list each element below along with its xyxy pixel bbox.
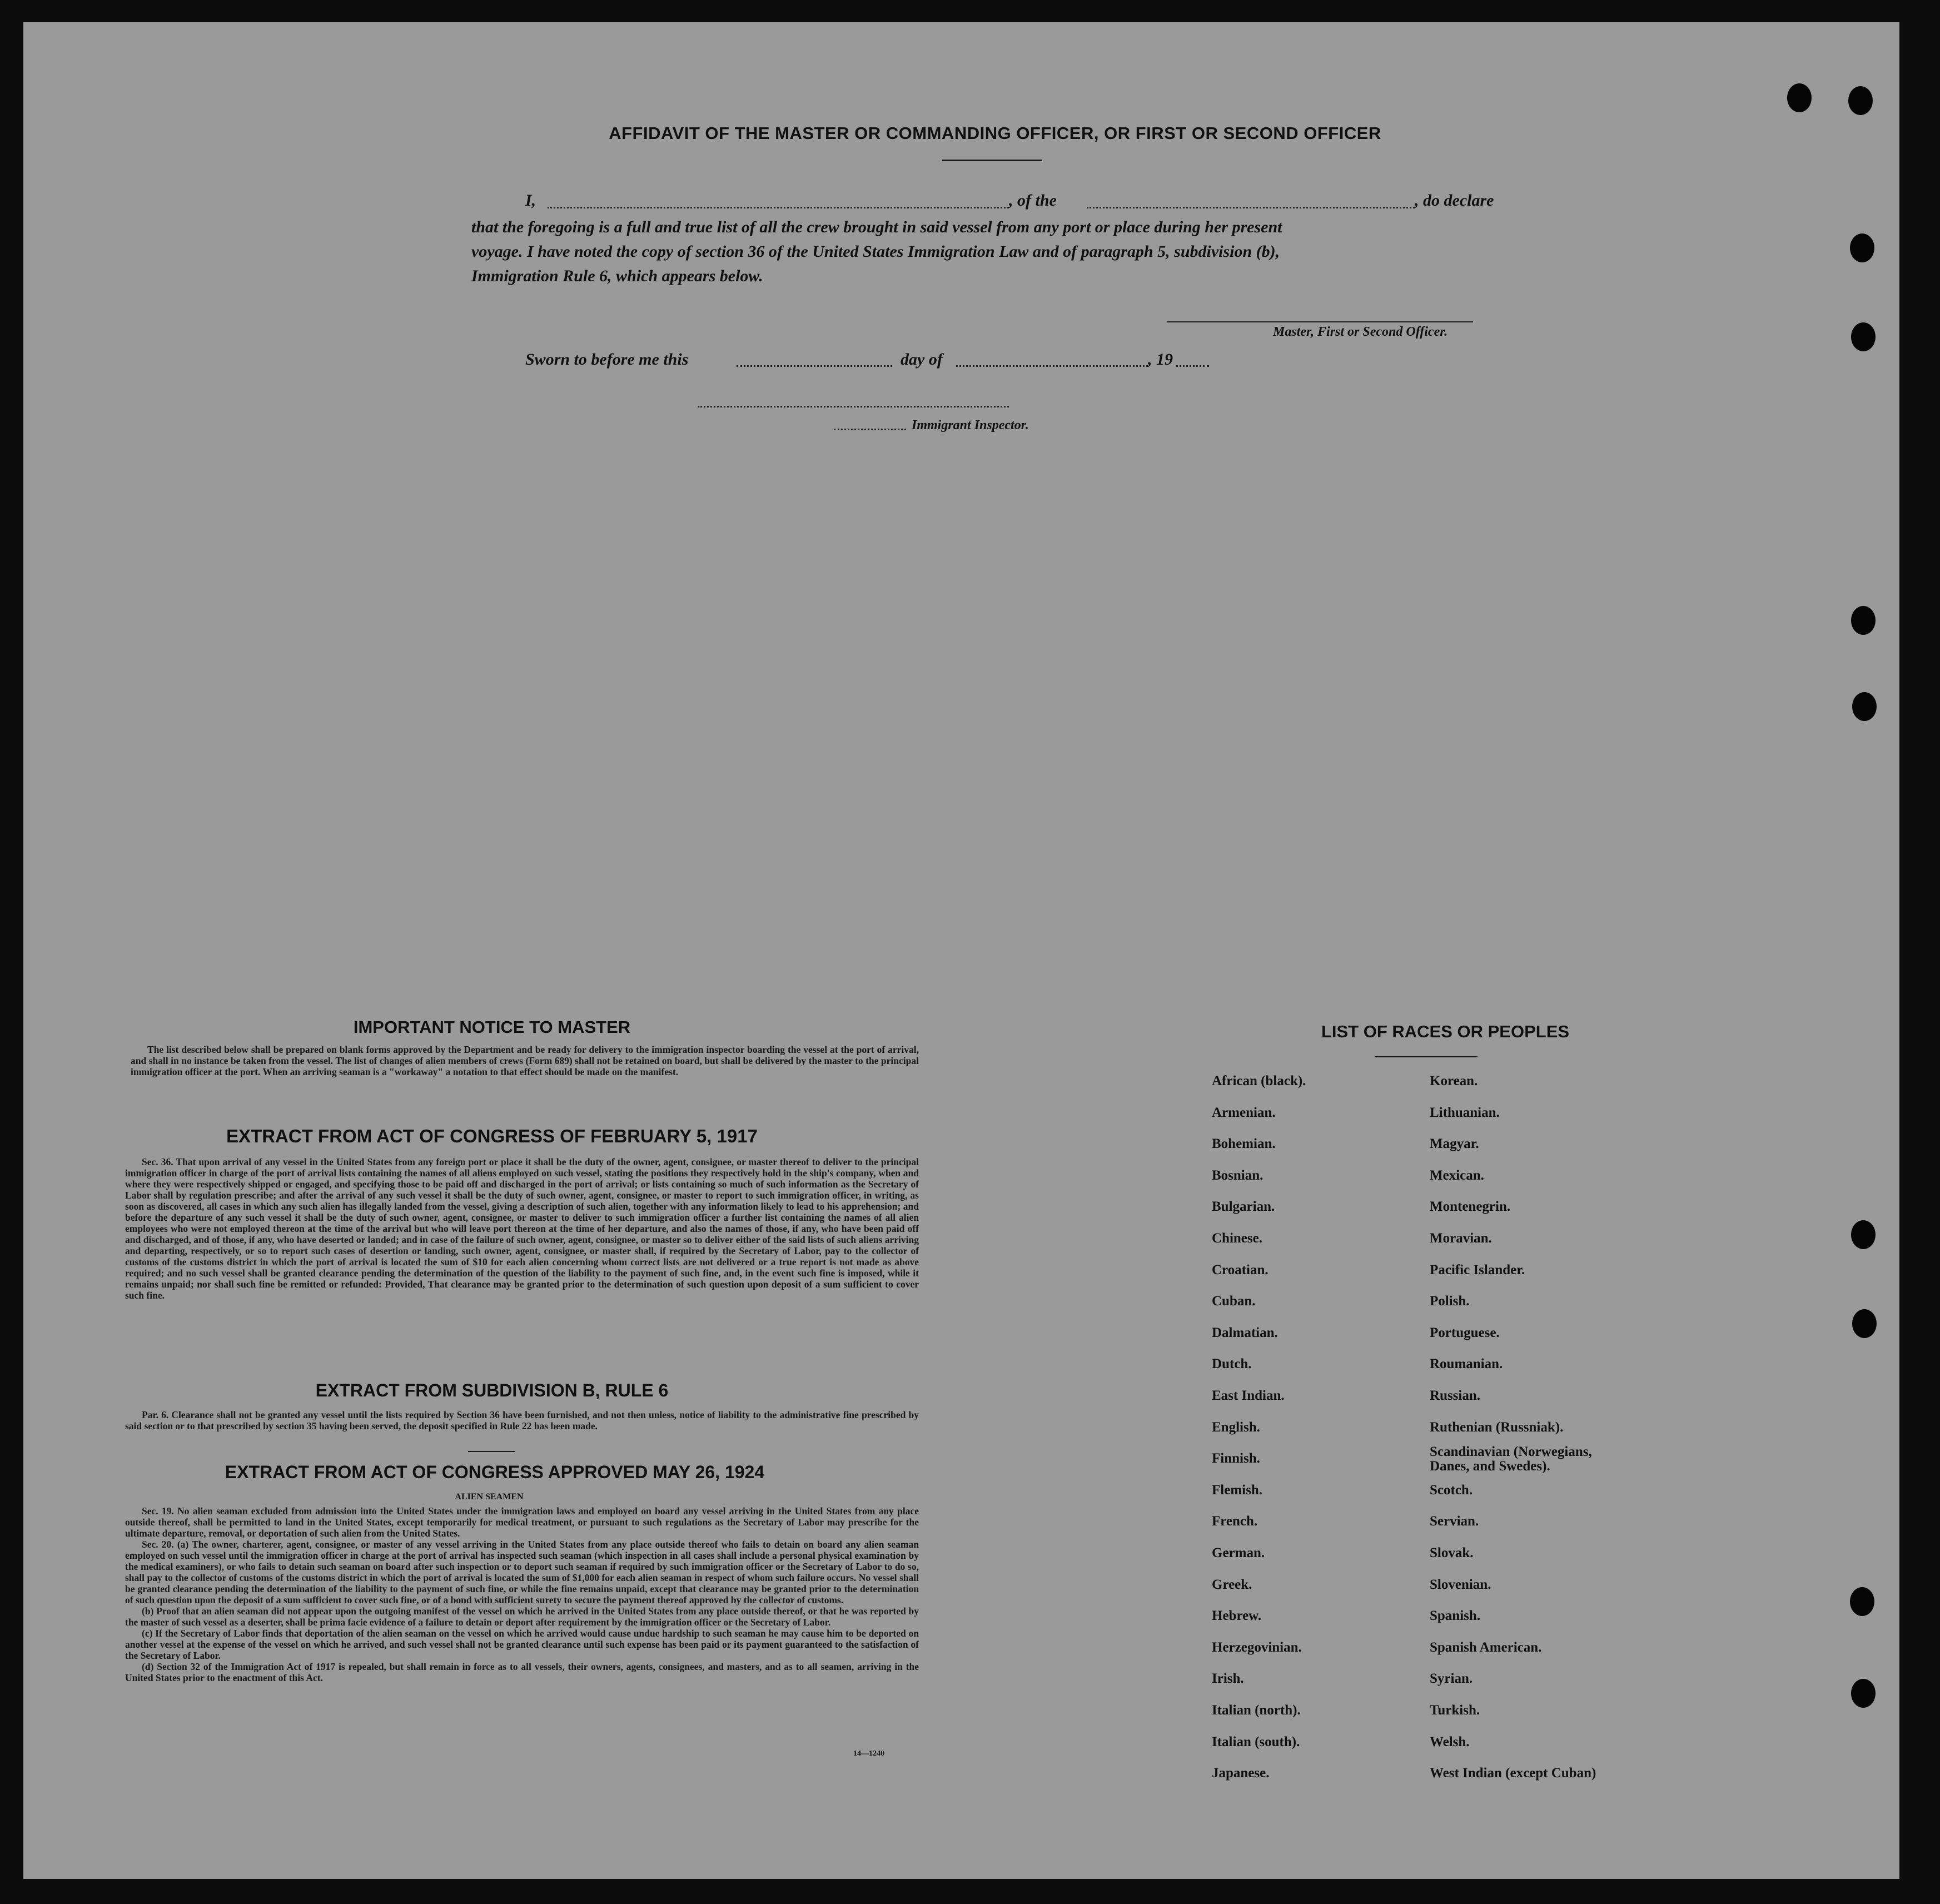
title-underline bbox=[942, 160, 1042, 161]
affidavit-title: AFFIDAVIT OF THE MASTER OR COMMANDING OFFICER, OR FIRST OR SECOND OFFICER bbox=[609, 123, 1381, 143]
affidavit-line-2: that the foregoing is a full and true list of all the crew brought in said vessel from any port or place during her present bbox=[471, 218, 1282, 236]
affidavit-line-3: voyage. I have noted the copy of section 36 of the United States Immigration Law and of paragraph 5, subdivision (b), bbox=[471, 242, 1280, 261]
master-signature-label: Master, First or Second Officer. bbox=[1273, 325, 1448, 339]
race-item: Dutch. bbox=[1212, 1356, 1252, 1372]
sec-20d-paragraph: (d) Section 32 of the Immigration Act of 1917 is repealed, but shall remain in force as to all vessels, their owners, agents, consignees, and masters, and as to all seamen, arriving in the United States prior to the enactment of this Act. bbox=[125, 1661, 919, 1683]
sec-20b-paragraph: (b) Proof that an alien seaman did not appear upon the outgoing manifest of the vessel on which he arrived in the United States from any place outside thereof, or that he was reported by the master of such vessel as a deserter, shall be prima facie evidence of a failure to detain or deport after requirement by the immigration officer or the Secretary of Labor. bbox=[125, 1605, 919, 1628]
race-item: Dalmatian. bbox=[1212, 1325, 1278, 1340]
race-item: Slovenian. bbox=[1430, 1577, 1491, 1592]
race-item: Korean. bbox=[1430, 1073, 1478, 1088]
notice-paragraph: The list described below shall be prepared on blank forms approved by the Department and be ready for delivery to the immigration inspector boarding the vessel at the port of arrival, and shall in no instance be taken from the vessel. The list of changes of alien members of crews (Form 689) shall not be retained on board, but shall be delivered by the master to the principal immigration officer at the port. When an arriving seaman is a "workaway" a notation to that effect should be made on the manifest. bbox=[131, 1044, 919, 1077]
race-item: Magyar. bbox=[1430, 1136, 1479, 1152]
race-item: Italian (north). bbox=[1212, 1703, 1301, 1718]
extract-rule6-title: EXTRACT FROM SUBDIVISION B, RULE 6 bbox=[315, 1380, 669, 1400]
race-item: Syrian. bbox=[1430, 1671, 1473, 1687]
extract-1917-title: EXTRACT FROM ACT OF CONGRESS OF FEBRUARY 5, 1917 bbox=[226, 1126, 758, 1146]
affidavit-i: I, bbox=[525, 191, 536, 210]
race-item: East Indian. bbox=[1212, 1388, 1285, 1403]
race-item: Lithuanian. bbox=[1430, 1105, 1500, 1120]
race-item: Italian (south). bbox=[1212, 1734, 1300, 1749]
signature-line[interactable] bbox=[1167, 321, 1473, 322]
form-number: 14—1240 bbox=[853, 1749, 884, 1758]
race-item: Bohemian. bbox=[1212, 1136, 1276, 1152]
sec-19-paragraph: Sec. 19. No alien seaman excluded from admission into the United States under the immigration laws and employed on board any vessel arriving in the United States from any place outside thereof, shall be permitted to land in the United States, except temporarily for medical treatment, or pursuant to such regulations as the Secretary of Labor may prescribe for the ultimate departure, removal, or deportation of such alien from the United States. bbox=[125, 1505, 919, 1539]
races-title-underline bbox=[1375, 1056, 1478, 1057]
race-item: Bosnian. bbox=[1212, 1167, 1264, 1183]
race-item: Russian. bbox=[1430, 1388, 1481, 1403]
inspector-label: Immigrant Inspector. bbox=[912, 418, 1029, 432]
race-item: African (black). bbox=[1212, 1073, 1306, 1088]
punch-hole bbox=[1787, 83, 1812, 112]
race-item: Montenegrin. bbox=[1430, 1199, 1511, 1215]
race-item: Finnish. bbox=[1212, 1451, 1260, 1466]
race-item: Armenian. bbox=[1212, 1105, 1276, 1120]
sworn-label: Sworn to before me this bbox=[525, 350, 689, 369]
race-item: Servian. bbox=[1430, 1514, 1479, 1529]
extract-rule6-text bbox=[125, 1409, 919, 1431]
name-blank[interactable] bbox=[548, 207, 1009, 208]
race-item: Japanese. bbox=[1212, 1766, 1270, 1781]
sec-20a-paragraph: Sec. 20. (a) The owner, charterer, agent, consignee, or master of any vessel arriving in the United States from any place outside thereof who fails to detain on board any alien seaman employed on such vessel until the immigration officer in charge at the port of arrival has inspected such seaman (which inspection in all cases shall include a personal physical examination by the medical examiners), or who fails to detain such seaman on board after such inspection or to deport such seaman if required by such immigration officer or the Secretary of Labor to do so, shall pay to the collector of customs of the customs district in which the port of arrival is located the sum of $1,000 for each alien seaman in respect of whom such failure occurs. No vessel shall be granted clearance pending the determination of the liability to the payment of such fine, or while the fine remains unpaid, except that clearance may be granted prior to the determination of such question upon the deposit of a sum sufficient to cover such fine, or of a bond with sufficient surety to secure the payment thereof approved by the collector of customs. bbox=[125, 1539, 919, 1605]
sworn-month-blank[interactable] bbox=[956, 365, 1148, 367]
races-title: LIST OF RACES OR PEOPLES bbox=[1321, 1022, 1570, 1041]
scan-border bbox=[1899, 0, 1940, 1904]
race-item: Scandinavian (Norwegians, Danes, and Swedes). bbox=[1430, 1444, 1592, 1474]
affidavit-line-4: Immigration Rule 6, which appears below. bbox=[471, 267, 763, 285]
race-item: Herzegovinian. bbox=[1212, 1639, 1302, 1655]
race-item: Spanish. bbox=[1430, 1608, 1481, 1624]
extract-1924-title: EXTRACT FROM ACT OF CONGRESS APPROVED MAY 26, 1924 bbox=[225, 1462, 765, 1482]
affidavit-do-declare: , do declare bbox=[1415, 191, 1494, 210]
day-of-label: day of bbox=[901, 350, 943, 369]
punch-hole bbox=[1851, 1220, 1876, 1249]
race-item: Polish. bbox=[1430, 1294, 1470, 1309]
sworn-day-blank[interactable] bbox=[737, 365, 892, 367]
par-6-paragraph: Par. 6. Clearance shall not be granted any vessel until the lists required by Section 36 have been furnished, and not then unless, notice of liability to the administrative fine prescribed by said section or to that prescribed by section 35 having been served, the deposit specified in Rule 22 has been made. bbox=[125, 1409, 919, 1431]
inspector-signature-line[interactable] bbox=[698, 406, 1009, 407]
year-label: , 19 bbox=[1148, 350, 1173, 369]
punch-hole bbox=[1852, 692, 1877, 721]
vessel-blank[interactable] bbox=[1087, 207, 1415, 208]
punch-hole bbox=[1848, 86, 1873, 115]
punch-hole bbox=[1850, 1587, 1874, 1616]
race-item: Welsh. bbox=[1430, 1734, 1470, 1749]
race-item: Croatian. bbox=[1212, 1262, 1269, 1277]
section-divider bbox=[468, 1451, 515, 1452]
race-item: Roumanian. bbox=[1430, 1356, 1503, 1372]
race-item: Pacific Islander. bbox=[1430, 1262, 1525, 1277]
sec-20c-paragraph: (c) If the Secretary of Labor finds that deportation of the alien seaman on the vessel on which he arrived would cause undue hardship to such seaman he may cause him to be deported on another vessel at the expense of the vessel on which he arrived, and such vessel shall not be granted clearance until such expense has been paid or its payment guaranteed to the satisfaction of the Secretary of Labor. bbox=[125, 1628, 919, 1661]
race-item: German. bbox=[1212, 1545, 1265, 1560]
race-item: French. bbox=[1212, 1514, 1258, 1529]
race-item: Bulgarian. bbox=[1212, 1199, 1275, 1215]
extract-1924-text bbox=[125, 1505, 919, 1683]
punch-hole bbox=[1852, 1309, 1877, 1338]
race-item: Portuguese. bbox=[1430, 1325, 1500, 1340]
race-item: Scotch. bbox=[1430, 1482, 1473, 1498]
race-item: Ruthenian (Russniak). bbox=[1430, 1419, 1564, 1435]
race-item: Hebrew. bbox=[1212, 1608, 1262, 1624]
race-item: Flemish. bbox=[1212, 1482, 1262, 1498]
year-blank[interactable] bbox=[1176, 365, 1209, 367]
race-item: Moravian. bbox=[1430, 1231, 1492, 1246]
race-item: Turkish. bbox=[1430, 1703, 1480, 1718]
affidavit-of-the: , of the bbox=[1009, 191, 1057, 210]
punch-hole bbox=[1850, 233, 1874, 262]
punch-hole bbox=[1851, 1679, 1876, 1708]
race-item: Slovak. bbox=[1430, 1545, 1474, 1560]
notice-title: IMPORTANT NOTICE TO MASTER bbox=[353, 1017, 631, 1037]
punch-hole bbox=[1851, 322, 1876, 351]
race-item: Spanish American. bbox=[1430, 1639, 1542, 1655]
punch-hole bbox=[1851, 606, 1876, 635]
race-item: Greek. bbox=[1212, 1577, 1252, 1592]
race-item: Irish. bbox=[1212, 1671, 1244, 1687]
extract-1917-text bbox=[125, 1156, 919, 1301]
notice-text bbox=[131, 1044, 919, 1077]
race-item: Cuban. bbox=[1212, 1294, 1256, 1309]
section-36-paragraph: Sec. 36. That upon arrival of any vessel in the United States from any foreign port or place it shall be the duty of the owner, agent, consignee, or master thereof to deliver to the principal immigration officer in charge of the port of arrival lists containing the names of all aliens employed on such vessel, stating the positions they respectively hold in the ship's company, when and where they were respectively shipped or engaged, and specifying those to be paid off and discharged in the port of arrival; or lists containing so much of such information as the Secretary of Labor shall by regulation prescribe; and after the arrival of any such vessel it shall be the duty of such owner, agent, consignee, or master to report to such immigration officer, in writing, as soon as discovered, all cases in which any such alien has illegally landed from the vessel, giving a description of such alien, together with any information likely to lead to his apprehension; and before the departure of any such vessel it shall be the duty of such owner, agent, consignee, or master to deliver to such immigration officer a further list containing the names of all alien employees who were not employed thereon at the time of the arrival but who will leave port thereon at the time of her departure, and also the names of those, if any, who have been paid off and discharged, and of those, if any, who have deserted or landed; and in case of the failure of such owner, agent, consignee, or master so to deliver either of the said lists of such aliens arriving and departing, respectively, or so to report such cases of desertion or landing, such owner, agent, consignee, or master shall, if required by the Secretary of Labor, pay to the collector of customs of the customs district in which the port of arrival is located the sum of $10 for each alien concerning whom correct lists are not delivered or a true report is not made as above required; and no such vessel shall be granted clearance pending the determination of the question of the liability to the payment of such fine, and, in the event such fine is imposed, while it remains unpaid; nor shall such fine be remitted or refunded: Provided, That clearance may be granted prior to the determination of such question upon deposit of a sum sufficient to cover such fine. bbox=[125, 1156, 919, 1301]
race-item: English. bbox=[1212, 1419, 1260, 1435]
race-item: Chinese. bbox=[1212, 1231, 1262, 1246]
alien-seamen-subtitle: ALIEN SEAMEN bbox=[455, 1492, 524, 1502]
inspector-prefix-line bbox=[834, 429, 906, 430]
race-item: Mexican. bbox=[1430, 1167, 1484, 1183]
race-item: West Indian (except Cuban) bbox=[1430, 1766, 1596, 1781]
